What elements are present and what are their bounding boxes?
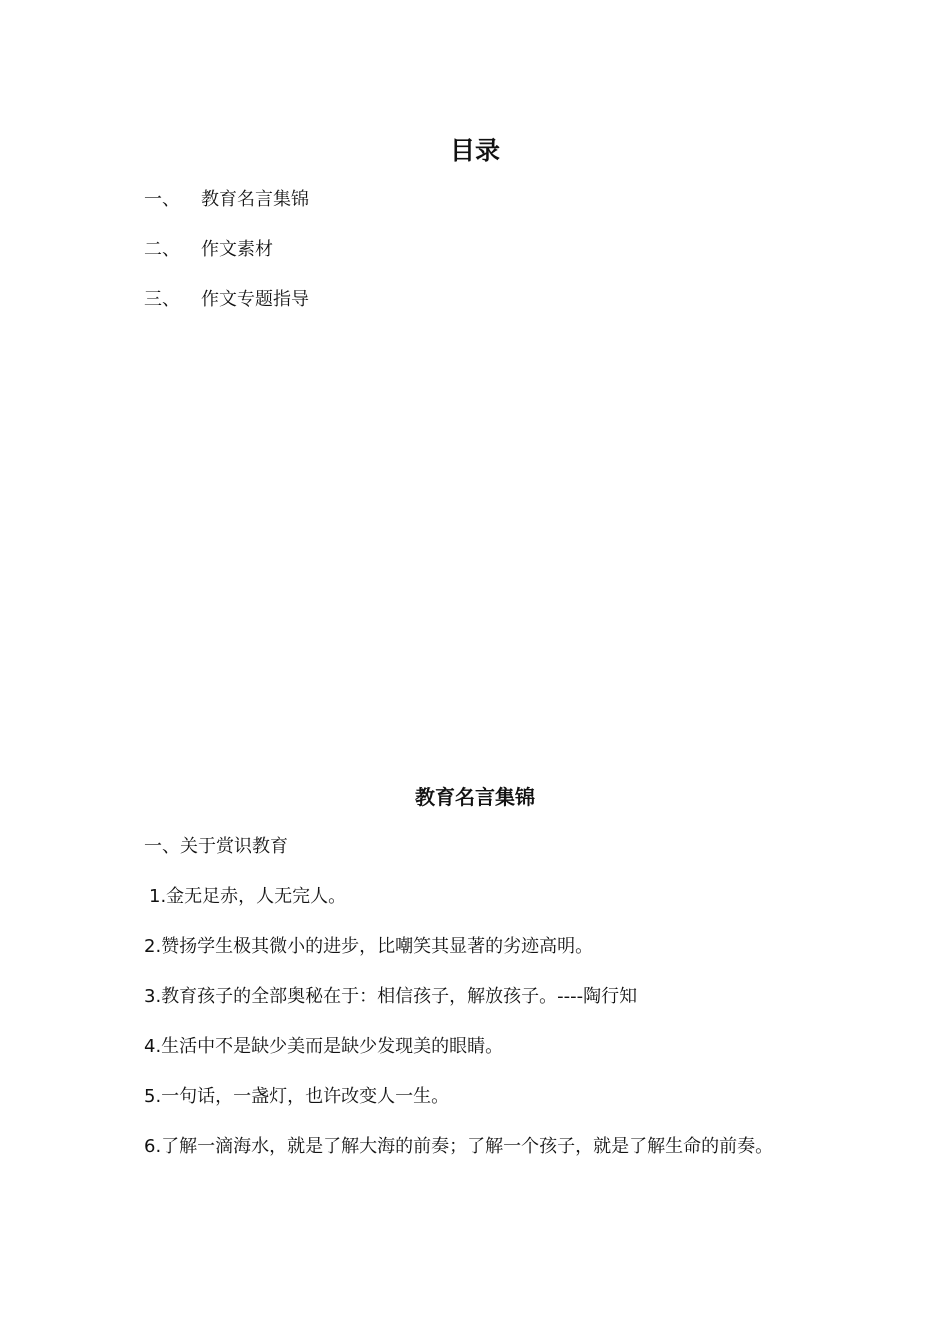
- toc-item-number: 三、: [144, 289, 180, 310]
- section-heading: 一、关于赏识教育: [144, 836, 288, 857]
- toc-item-number: 二、: [144, 239, 180, 260]
- toc-title: 目录: [449, 136, 500, 165]
- quote-list: [144, 881, 773, 1181]
- toc-item-label: 教育名言集锦: [201, 189, 309, 210]
- quote-item: 6.了解一滴海水，就是了解大海的前奏；了解一个孩子，就是了解生命的前奏。: [144, 1136, 774, 1157]
- quote-item: 5.一句话，一盏灯，也许改变人一生。: [144, 1086, 450, 1107]
- toc-list: [144, 184, 309, 334]
- section-title: 教育名言集锦: [415, 785, 535, 809]
- toc-item[interactable]: [144, 284, 309, 334]
- toc-item[interactable]: [144, 234, 309, 284]
- toc-item-label: 作文素材: [201, 239, 273, 260]
- quote-item: 4.生活中不是缺少美而是缺少发现美的眼睛。: [144, 1036, 504, 1057]
- toc-item[interactable]: [144, 184, 309, 234]
- quote-item: 1.金无足赤，人无完人。: [149, 886, 347, 907]
- toc-item-label: 作文专题指导: [201, 289, 309, 310]
- toc-item-number: 一、: [144, 189, 180, 210]
- quote-item: 3.教育孩子的全部奥秘在于：相信孩子，解放孩子。----陶行知: [144, 986, 638, 1007]
- quote-item: 2.赞扬学生极其微小的进步，比嘲笑其显著的劣迹高明。: [144, 936, 594, 957]
